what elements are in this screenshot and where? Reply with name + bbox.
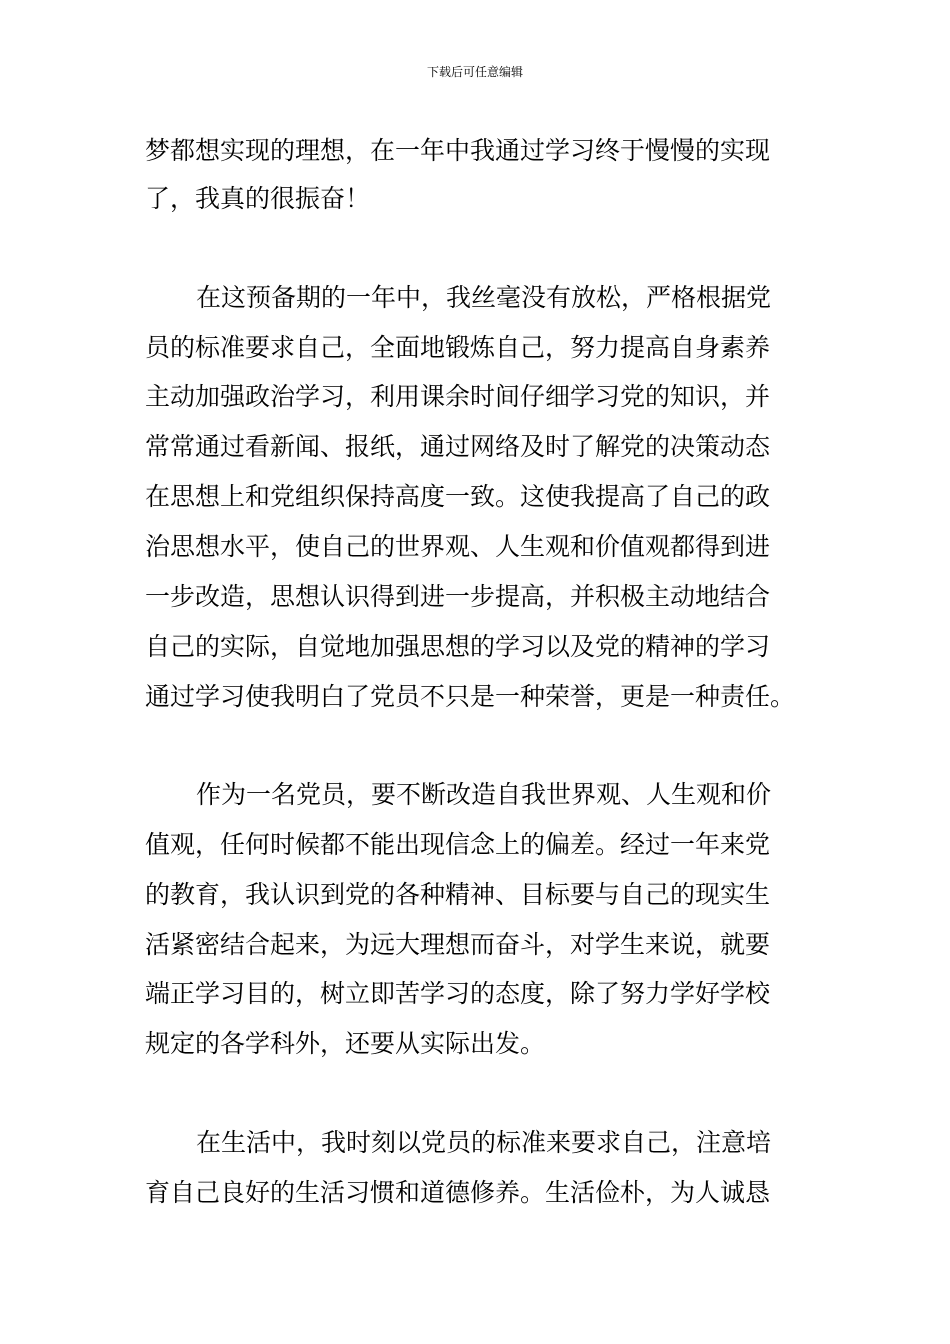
paragraph-line: 端正学习目的，树立即苦学习的态度，除了努力学好学校 [145,979,771,1008]
paragraph-line: 通过学习使我明白了党员不只是一种荣誉，更是一种责任。 [145,682,796,711]
paragraph-line: 常常通过看新闻、报纸，通过网络及时了解党的决策动态 [145,432,771,461]
paragraph-line: 自己的实际，自觉地加强思想的学习以及党的精神的学习 [145,632,771,661]
paragraph-line: 主动加强政治学习，利用课余时间仔细学习党的知识，并 [145,382,771,411]
paragraph-line: 治思想水平，使自己的世界观、人生观和价值观都得到进 [145,532,771,561]
paragraph-line: 的教育，我认识到党的各种精神、目标要与自己的现实生 [145,880,771,909]
paragraph-line: 一步改造，思想认识得到进一步提高，并积极主动地结合 [145,582,771,611]
paragraph-line: 作为一名党员，要不断改造自我世界观、人生观和价 [196,780,772,809]
paragraph-line: 梦都想实现的理想，在一年中我通过学习终于慢慢的实现 [145,136,771,165]
paragraph-line: 规定的各学科外，还要从实际出发。 [145,1029,546,1058]
paragraph-line: 员的标准要求自己，全面地锻炼自己，努力提高自身素养 [145,333,771,362]
paragraph-line: 育自己良好的生活习惯和道德修养。生活俭朴，为人诚恳 [145,1178,771,1207]
paragraph-line: 在生活中，我时刻以党员的标准来要求自己，注意培 [196,1128,772,1157]
page-header: 下载后可任意编辑 [426,65,523,79]
paragraph-line: 在这预备期的一年中，我丝毫没有放松，严格根据党 [196,283,772,312]
paragraph-line: 值观，任何时候都不能出现信念上的偏差。经过一年来党 [145,830,771,859]
paragraph-line: 在思想上和党组织保持高度一致。这使我提高了自己的政 [145,482,771,511]
paragraph-line: 活紧密结合起来，为远大理想而奋斗，对学生来说，就要 [145,930,771,959]
paragraph-line: 了，我真的很振奋！ [145,184,371,213]
